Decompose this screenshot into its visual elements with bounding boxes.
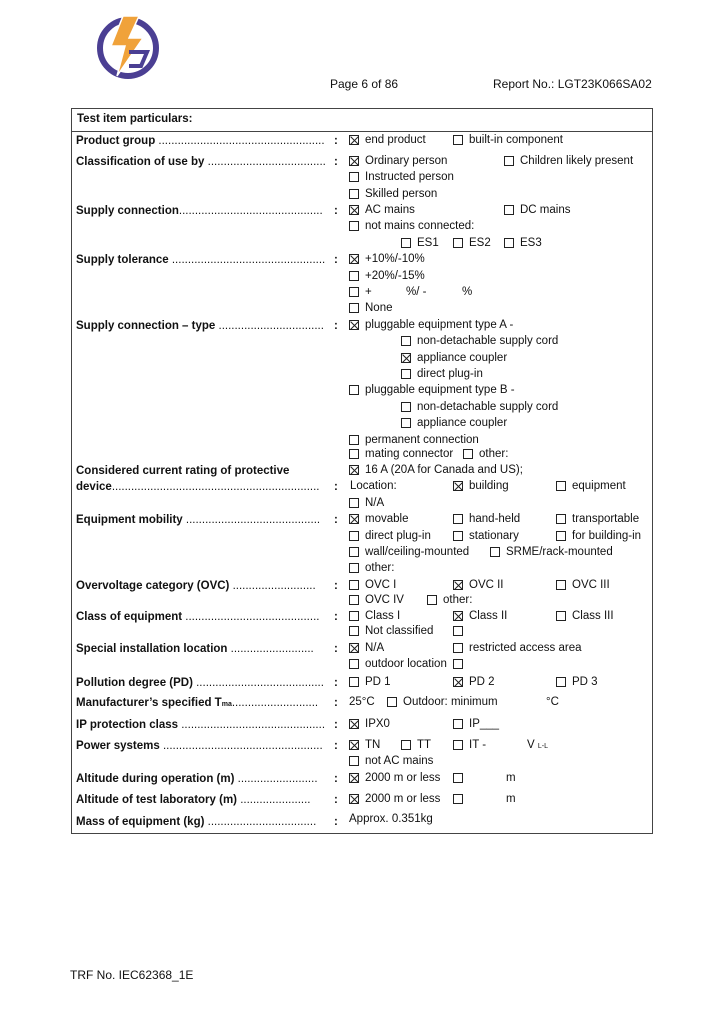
option-es2: ES2 (469, 237, 491, 249)
value-tma: 25°C (349, 696, 375, 708)
option-alt-lab-2000: 2000 m or less (365, 793, 441, 805)
option-ac-mains: AC mains (365, 204, 415, 216)
checkbox-alt-op-2000[interactable] (349, 773, 359, 783)
colon: : (334, 697, 338, 709)
option-not-ac: not AC mains (365, 755, 434, 767)
label-current-rating: Considered current rating of protective (76, 465, 290, 477)
section-title: Test item particulars: (77, 113, 193, 125)
option-pd2: PD 2 (469, 676, 495, 688)
checkbox-skilled[interactable] (349, 189, 359, 199)
option-ovc1: OVC I (365, 579, 397, 591)
option-it: IT - (469, 739, 487, 751)
label-mobility: Equipment mobility .......................................... (76, 514, 321, 526)
checkbox-transportable[interactable] (556, 514, 566, 524)
option-class3: Class III (572, 610, 614, 622)
option-tol-10: +10%/-10% (365, 253, 425, 265)
section-header (72, 109, 652, 132)
checkbox-stationary[interactable] (453, 531, 463, 541)
option-mob-other: other: (365, 562, 395, 574)
option-wall: wall/ceiling-mounted (365, 546, 470, 558)
checkbox-ovc3[interactable] (556, 580, 566, 590)
option-v-ll: V L-L (527, 739, 548, 751)
checkbox-es3[interactable] (504, 238, 514, 248)
footer-trf: TRF No. IEC62368_1E (70, 968, 194, 982)
colon: : (334, 205, 338, 217)
checkbox-tn[interactable] (349, 740, 359, 750)
checkbox-ovc-other[interactable] (427, 595, 437, 605)
option-skilled: Skilled person (365, 188, 438, 200)
checkbox-plug-a[interactable] (349, 320, 359, 330)
option-movable: movable (365, 513, 409, 525)
option-plug-b: pluggable equipment type B - (365, 384, 515, 396)
checkbox-mating[interactable] (349, 449, 359, 459)
option-srme: SRME/rack-mounted (506, 546, 613, 558)
option-es3: ES3 (520, 237, 542, 249)
option-children: Children likely present (520, 155, 634, 167)
checkbox-direct-plug-mob[interactable] (349, 531, 359, 541)
checkbox-ip-other[interactable] (453, 719, 463, 729)
option-direct-plug-mob: direct plug-in (365, 530, 431, 542)
colon: : (334, 514, 338, 526)
checkbox-ovc2[interactable] (453, 580, 463, 590)
option-tol-mid: %/ - (406, 286, 427, 298)
report-number: Report No.: LGT23K066SA02 (493, 77, 652, 91)
colon: : (334, 794, 338, 806)
colon: : (334, 643, 338, 655)
checkbox-es1[interactable] (401, 238, 411, 248)
colon: : (334, 816, 338, 828)
option-restricted: restricted access area (469, 642, 582, 654)
checkbox-mating-other[interactable] (463, 449, 473, 459)
checkbox-alt-lab-2000[interactable] (349, 794, 359, 804)
checkbox-tol-custom[interactable] (349, 287, 359, 297)
option-tol-20: +20%/-15% (365, 270, 425, 282)
checkbox-coupler-b[interactable] (401, 418, 411, 428)
option-coupler-a: appliance coupler (417, 352, 508, 364)
checkbox-ovc4[interactable] (349, 595, 359, 605)
colon: : (334, 580, 338, 592)
option-permanent: permanent connection (365, 434, 479, 446)
checkbox-ac-mains[interactable] (349, 205, 359, 215)
option-transportable: transportable (572, 513, 640, 525)
checkbox-alt-lab-other[interactable] (453, 794, 463, 804)
checkbox-movable[interactable] (349, 514, 359, 524)
checkbox-building[interactable] (453, 481, 463, 491)
option-coupler-b: appliance coupler (417, 417, 508, 429)
checkbox-mob-other[interactable] (349, 563, 359, 573)
colon: : (334, 135, 338, 147)
checkbox-end-product[interactable] (349, 135, 359, 145)
checkbox-outdoor-min[interactable] (387, 697, 397, 707)
option-instructed: Instructed person (365, 171, 454, 183)
checkbox-not-classified[interactable] (349, 626, 359, 636)
label-ip-class: IP protection class ............................................. (76, 719, 326, 731)
label-special-location: Special installation location .......................... (76, 643, 314, 655)
checkbox-nondetach-a[interactable] (401, 336, 411, 346)
checkbox-dc-mains[interactable] (504, 205, 514, 215)
checkbox-wall[interactable] (349, 547, 359, 557)
option-ipx0: IPX0 (365, 718, 390, 730)
option-outdoor-min: Outdoor: minimum (403, 696, 498, 708)
option-stationary: stationary (469, 530, 519, 542)
checkbox-pd3[interactable] (556, 677, 566, 687)
label-altitude-lab: Altitude of test laboratory (m) ...................... (76, 794, 311, 806)
option-nondetach-b: non-detachable supply cord (417, 401, 559, 413)
page-number: Page 6 of 86 (330, 77, 399, 91)
checkbox-class3[interactable] (556, 611, 566, 621)
option-building: building (469, 480, 509, 492)
checkbox-tol-10[interactable] (349, 254, 359, 264)
option-tn: TN (365, 739, 381, 751)
option-not-mains: not mains connected: (365, 220, 475, 232)
colon: : (334, 773, 338, 785)
checkbox-pd2[interactable] (453, 677, 463, 687)
option-class1: Class I (365, 610, 401, 622)
checkbox-equipment[interactable] (556, 481, 566, 491)
checkbox-permanent[interactable] (349, 435, 359, 445)
checkbox-alt-op-other[interactable] (453, 773, 463, 783)
company-logo (95, 12, 163, 82)
checkbox-ordinary[interactable] (349, 156, 359, 166)
option-location: Location: (350, 480, 397, 492)
checkbox-children[interactable] (504, 156, 514, 166)
label-supply-tolerance: Supply tolerance ................................................ (76, 254, 326, 266)
value-mass: Approx. 0.351kg (349, 813, 433, 825)
option-mating: mating connector (365, 448, 454, 460)
option-class2: Class II (469, 610, 508, 622)
colon: : (334, 677, 338, 689)
option-16a: 16 A (20A for Canada and US); (365, 464, 523, 476)
colon: : (334, 481, 338, 493)
option-ovc4: OVC IV (365, 594, 404, 606)
checkbox-class1[interactable] (349, 611, 359, 621)
checkbox-class2[interactable] (453, 611, 463, 621)
option-end-product: end product (365, 134, 426, 146)
checkbox-srme[interactable] (490, 547, 500, 557)
option-ordinary: Ordinary person (365, 155, 448, 167)
option-handheld: hand-held (469, 513, 521, 525)
colon: : (334, 156, 338, 168)
label-product-group: Product group .................................................... (76, 135, 325, 147)
option-not-classified: Not classified (365, 625, 434, 637)
colon: : (334, 611, 338, 623)
checkbox-coupler-a[interactable] (401, 353, 411, 363)
option-built-in: built-in component (469, 134, 563, 146)
colon: : (334, 719, 338, 731)
label-current-rating-2: device................................................................. (76, 481, 320, 493)
label-ovc: Overvoltage category (OVC) .......................... (76, 580, 316, 592)
option-pd3: PD 3 (572, 676, 598, 688)
option-tol-pct: % (462, 286, 473, 298)
checkbox-tol-20[interactable] (349, 271, 359, 281)
checkbox-direct-plug[interactable] (401, 369, 411, 379)
label-power-systems: Power systems .................................................. (76, 740, 323, 752)
option-ovc2: OVC II (469, 579, 504, 591)
checkbox-class-blank[interactable] (453, 626, 463, 636)
option-rating-na: N/A (365, 497, 385, 509)
option-pd1: PD 1 (365, 676, 391, 688)
option-alt-op-2000: 2000 m or less (365, 772, 441, 784)
checkbox-pd1[interactable] (349, 677, 359, 687)
option-mating-other: other: (479, 448, 509, 460)
unit-deg-c: °C (546, 696, 559, 708)
checkbox-tt[interactable] (401, 740, 411, 750)
option-ip-other: IP___ (469, 718, 500, 730)
option-tol-plus: + (365, 286, 372, 298)
checkbox-outdoor-loc[interactable] (349, 659, 359, 669)
label-supply-connection: Supply connection............................................. (76, 205, 323, 217)
option-equipment: equipment (572, 480, 626, 492)
option-outdoor-loc: outdoor location (365, 658, 447, 670)
option-tol-none: None (365, 302, 393, 314)
label-classification: Classification of use by ..................................... (76, 156, 326, 168)
checkbox-not-mains[interactable] (349, 221, 359, 231)
option-plug-a: pluggable equipment type A - (365, 319, 514, 331)
option-es1: ES1 (417, 237, 439, 249)
checkbox-instructed[interactable] (349, 172, 359, 182)
checkbox-rating-na[interactable] (349, 498, 359, 508)
checkbox-loc-na[interactable] (349, 643, 359, 653)
label-class-equipment: Class of equipment .......................................... (76, 611, 320, 623)
checkbox-built-in[interactable] (453, 135, 463, 145)
option-ovc-other: other: (443, 594, 473, 606)
checkbox-ipx0[interactable] (349, 719, 359, 729)
checkbox-handheld[interactable] (453, 514, 463, 524)
label-supply-type: Supply connection – type ................................. (76, 320, 324, 332)
checkbox-16a[interactable] (349, 465, 359, 475)
option-for-building: for building-in (572, 530, 642, 542)
checkbox-for-building[interactable] (556, 531, 566, 541)
checkbox-loc-blank[interactable] (453, 659, 463, 669)
option-dc-mains: DC mains (520, 204, 571, 216)
option-ovc3: OVC III (572, 579, 610, 591)
option-nondetach-a: non-detachable supply cord (417, 335, 559, 347)
label-mass: Mass of equipment (kg) .................................. (76, 816, 317, 828)
checkbox-nondetach-b[interactable] (401, 402, 411, 412)
unit-alt-op: m (506, 772, 516, 784)
checkbox-it[interactable] (453, 740, 463, 750)
checkbox-es2[interactable] (453, 238, 463, 248)
checkbox-plug-b[interactable] (349, 385, 359, 395)
checkbox-not-ac[interactable] (349, 756, 359, 766)
option-loc-na: N/A (365, 642, 385, 654)
checkbox-tol-none[interactable] (349, 303, 359, 313)
label-altitude-op: Altitude during operation (m) ......................... (76, 773, 318, 785)
checkbox-ovc1[interactable] (349, 580, 359, 590)
unit-alt-lab: m (506, 793, 516, 805)
colon: : (334, 740, 338, 752)
option-direct-plug: direct plug-in (417, 368, 483, 380)
option-tt: TT (417, 739, 432, 751)
colon: : (334, 320, 338, 332)
colon: : (334, 254, 338, 266)
label-pollution: Pollution degree (PD) ........................................ (76, 677, 324, 689)
checkbox-restricted[interactable] (453, 643, 463, 653)
label-tma: Manufacturer’s specified Tma........................... (76, 697, 319, 709)
